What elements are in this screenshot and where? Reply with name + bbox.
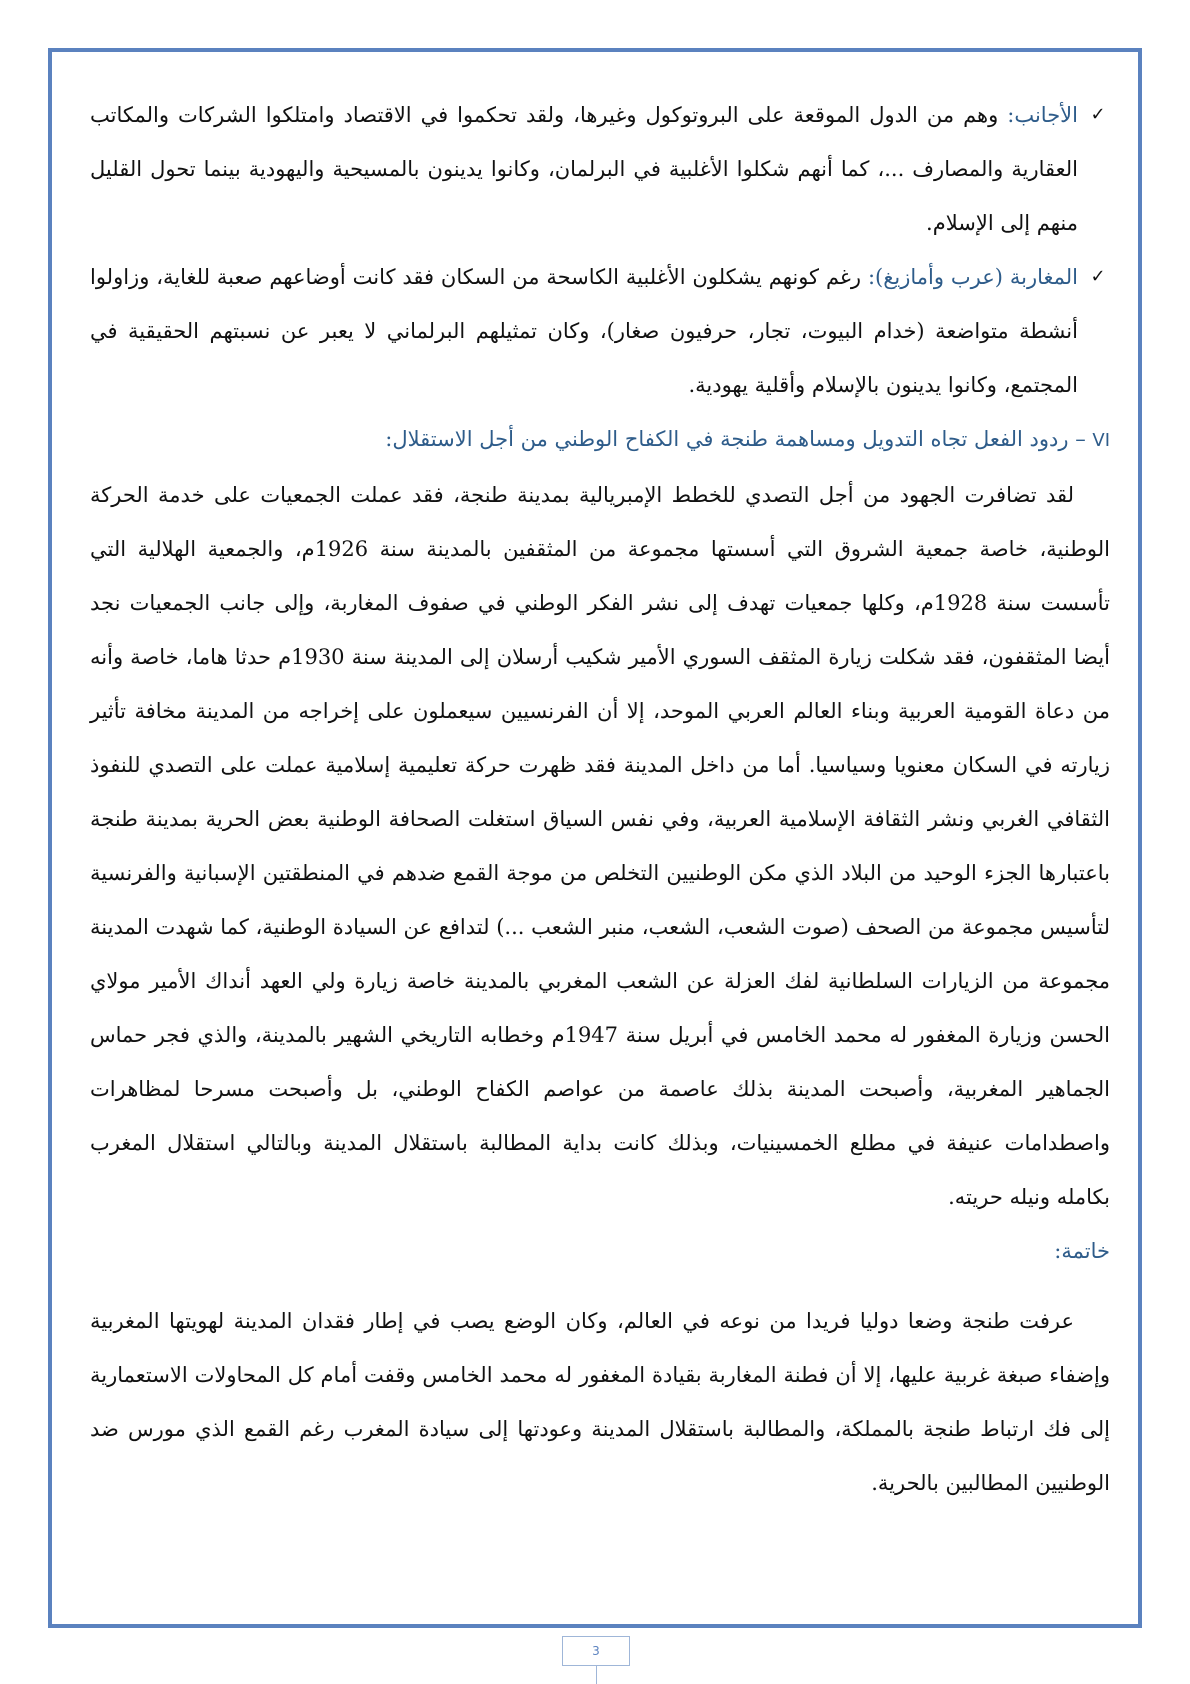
checkmark-icon: ✓ — [1090, 266, 1106, 287]
conclusion-paragraph: عرفت طنجة وضعا دوليا فريدا من نوعه في العالم، وكان الوضع يصب في إطار فقدان المدينة لهويتها المغربية وإضفاء صبغة غربية عليها، إلا أن فطنة المغاربة بقيادة المغفور له محمد الخامس وقفت أمام كل المحاولات الاستعمارية إلى فك ارتباط طنجة بالمملكة، والمطالبة باستقلال المدينة وعودتها إلى سيادة المغرب رغم القمع الذي مورس ضد الوطنيين المطالبين بالحرية. — [90, 1309, 1110, 1495]
conclusion-heading: خاتمة: — [1054, 1239, 1110, 1263]
section-paragraph: لقد تضافرت الجهود من أجل التصدي للخطط الإمبريالية بمدينة طنجة، فقد عملت الجمعيات على خدمة الحركة الوطنية، خاصة جمعية الشروق التي أسستها مجموعة من المثقفين بالمدينة سنة 1926م، والجمعية الهلالية التي تأسست سنة 1928م، وكلها جمعيات تهدف إلى نشر الفكر الوطني في صفوف المغاربة، وإلى جانب الجمعيات نجد أيضا المثقفون، فقد شكلت زيارة المثقف السوري الأمير شكيب أرسلان إلى المدينة سنة 1930م حدثا هاما، خاصة وأنه من دعاة القومية العربية وبناء العالم العربي الموحد، إلا أن الفرنسيين سيعملون على إخراجه من المدينة مخافة تأثير زيارته في السكان معنويا وسياسيا. أما من داخل المدينة فقد ظهرت حركة تعليمية إسلامية عملت على التصدي للنفوذ الثقافي الغربي ونشر الثقافة الإسلامية العربية، وفي نفس السياق استغلت الصحافة الوطنية بعض الحرية بمدينة طنجة باعتبارها الجزء الوحيد من البلاد الذي مكن الوطنيين التخلص من موجة القمع ضدهم في المنطقتين الإسبانية والفرنسية لتأسيس مجموعة من الصحف (صوت الشعب، الشعب، منبر الشعب ...) لتدافع عن السيادة الوطنية، كما شهدت المدينة مجموعة من الزيارات السلطانية لفك العزلة عن الشعب المغربي بالمدينة خاصة زيارة ولي العهد أنداك الأمير مولاي الحسن وزيارة المغفور له محمد الخامس في أبريل سنة 1947م وخطابه التاريخي الشهير بالمدينة، والذي فجر حماس الجماهير المغربية، وأصبحت المدينة بذلك عاصمة من عواصم الكفاح الوطني، بل وأصبحت مسرحا لمظاهرات واصطدامات عنيفة في مطلع الخمسينيات، وبذلك كانت بداية المطالبة باستقلال المدينة وبالتالي استقلال المغرب بكامله ونيله حريته. — [90, 483, 1111, 1209]
footer-connector-line — [596, 1666, 597, 1684]
bullet-label: المغاربة (عرب وأمازيغ): — [867, 265, 1078, 289]
bullet-foreigners — [90, 88, 1110, 250]
section-heading — [90, 412, 1110, 468]
document-body — [90, 88, 1110, 1510]
checkmark-icon: ✓ — [1090, 104, 1106, 125]
bullet-text: رغم كونهم يشكلون الأغلبية الكاسحة من السكان فقد كانت أوضاعهم صعبة للغاية، وزاولوا أنشطة متواضعة (خدام البيوت، تجار، حرفيون صغار)، وكان تمثيلهم البرلماني لا يعبر عن نسبتهم الحقيقية في المجتمع، وكانوا يدينون بالإسلام وأقلية يهودية. — [90, 265, 1078, 397]
page-number: 3 — [562, 1636, 630, 1666]
section-number: VI — [1092, 430, 1110, 451]
bullet-text: وهم من الدول الموقعة على البروتوكول وغيرها، ولقد تحكموا في الاقتصاد وامتلكوا الشركات والمكاتب العقارية والمصارف ...، كما أنهم شكلوا الأغلبية في البرلمان، وكانوا يدينون بالمسيحية واليهودية بينما تحول القليل منهم إلى الإسلام. — [90, 103, 1078, 235]
bullet-label: الأجانب: — [1007, 103, 1078, 127]
bullet-moroccans — [90, 250, 1110, 412]
section-title: – ردود الفعل تجاه التدويل ومساهمة طنجة في الكفاح الوطني من أجل الاستقلال: — [385, 427, 1093, 451]
spacer — [90, 1278, 1110, 1294]
